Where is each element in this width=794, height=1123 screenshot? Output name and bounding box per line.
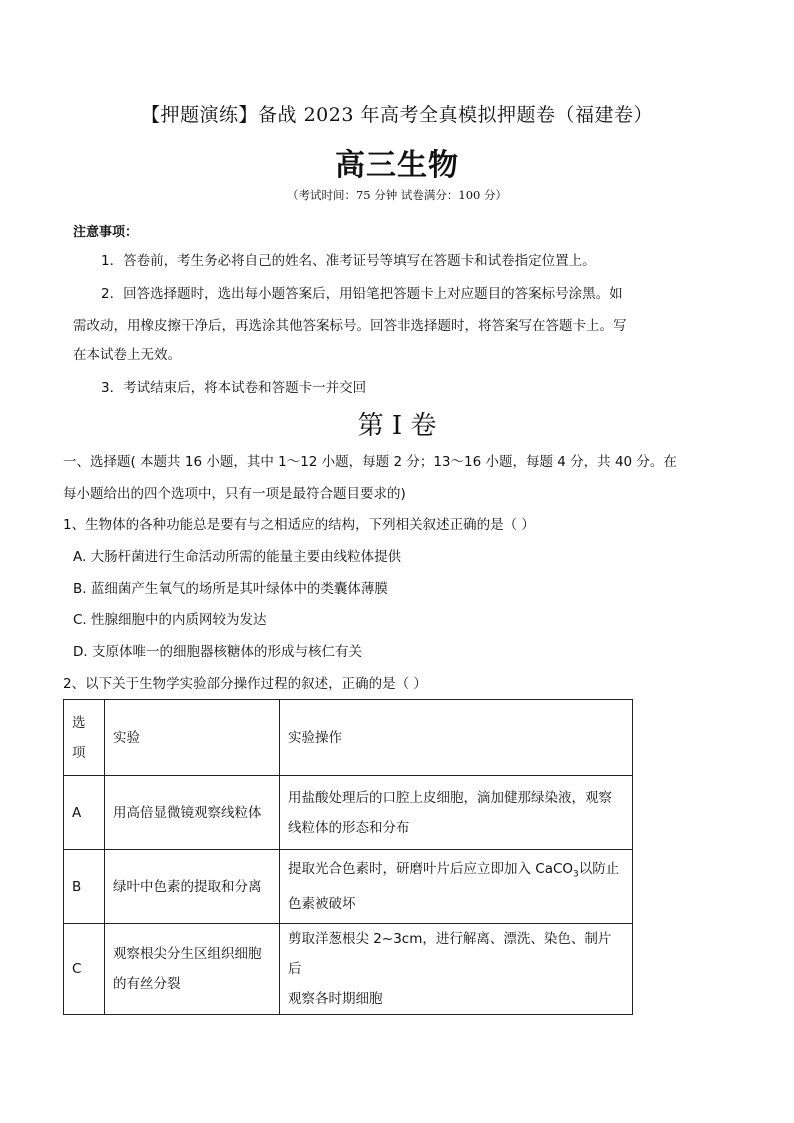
operation-line-2: 观察各时期细胞	[288, 991, 383, 1007]
notice-item-2-line-2: 需改动，用橡皮擦干净后，再选涂其他答案标号。回答非选择题时，将答案写在答题卡上。写	[73, 318, 627, 334]
notice-item-2-line-3: 在本试卷上无效。	[73, 347, 181, 363]
question-1-stem: 1、生物体的各种功能总是要有与之相适应的结构，下列相关叙述正确的是（ ）	[63, 517, 535, 533]
header-cell-operation: 实验操作	[280, 700, 633, 776]
row-experiment: 绿叶中色素的提取和分离	[105, 850, 280, 924]
notice-heading: 注意事项：	[73, 225, 139, 240]
operation-text-end: 以防止	[578, 860, 620, 877]
row-option: C	[64, 924, 105, 1015]
row-operation	[280, 924, 633, 1015]
experiment-line-2: 的有丝分裂	[113, 976, 181, 992]
operation-line-1: 剪取洋葱根尖 2~3cm，进行解离、漂洗、染色、制片后	[288, 931, 612, 977]
experiment-line-1: 观察根尖分生区组织细胞	[113, 946, 262, 962]
question-2-table	[63, 699, 633, 1015]
row-option: A	[64, 776, 105, 850]
notice-item-1: 1．答卷前，考生务必将自己的姓名、准考证号等填写在答题卡和试卷指定位置上。	[101, 253, 596, 269]
row-operation	[280, 850, 633, 924]
operation-line-2: 色素被破坏	[288, 896, 356, 913]
section-instruction-line-2: 每小题给出的四个选项中，只有一项是最符合题目要求的)	[63, 486, 406, 502]
operation-line-1	[288, 854, 624, 890]
table-row	[64, 850, 633, 924]
subject-title: 高三生物	[335, 148, 459, 183]
row-option: B	[64, 850, 105, 924]
row-experiment: 用高倍显微镜观察线粒体	[105, 776, 280, 850]
table-row	[64, 924, 633, 1015]
section-title: 第 I 卷	[357, 411, 437, 441]
question-1-option-a: A. 大肠杆菌进行生命活动所需的能量主要由线粒体提供	[73, 549, 402, 565]
exam-header-title: 【押题演练】备战 2023 年高考全真模拟押题卷（福建卷）	[141, 104, 653, 126]
header-option-line-1: 选	[72, 714, 86, 731]
question-1-option-c: C. 性腺细胞中的内质网较为发达	[73, 612, 267, 628]
operation-line-1: 用盐酸处理后的口腔上皮细胞，滴加健那绿染液，观察	[288, 789, 612, 806]
question-1-option-b: B. 蓝细菌产生氧气的场所是其叶绿体中的类囊体薄膜	[73, 581, 388, 597]
notice-item-2-line-1: 2．回答选择题时，选出每小题答案后，用铅笔把答题卡上对应题目的答案标号涂黑。如	[101, 286, 623, 302]
operation-line-2: 线粒体的形态和分布	[288, 819, 410, 836]
header-option-line-2: 项	[72, 744, 86, 761]
row-experiment	[105, 924, 280, 1015]
notice-item-3: 3．考试结束后，将本试卷和答题卡一并交回	[101, 380, 367, 396]
section-instruction-line-1: 一、选择题( 本题共 16 小题，其中 1～12 小题，每题 2 分；13～16 小题，每题 4 分，共 40 分。在	[63, 454, 677, 470]
header-cell-option	[64, 700, 105, 776]
table-row	[64, 776, 633, 850]
table-header-row	[64, 700, 633, 776]
exam-info: （考试时间：75 分钟 试卷满分：100 分）	[286, 188, 508, 202]
question-1-option-d: D. 支原体唯一的细胞器核糖体的形成与核仁有关	[73, 644, 362, 660]
header-cell-experiment: 实验	[105, 700, 280, 776]
row-operation	[280, 776, 633, 850]
question-2-stem: 2、以下关于生物学实验部分操作过程的叙述，正确的是（ ）	[63, 676, 427, 692]
operation-text: 提取光合色素时，研磨叶片后应立即加入 CaCO	[288, 860, 574, 877]
subscript: 3	[573, 869, 579, 880]
